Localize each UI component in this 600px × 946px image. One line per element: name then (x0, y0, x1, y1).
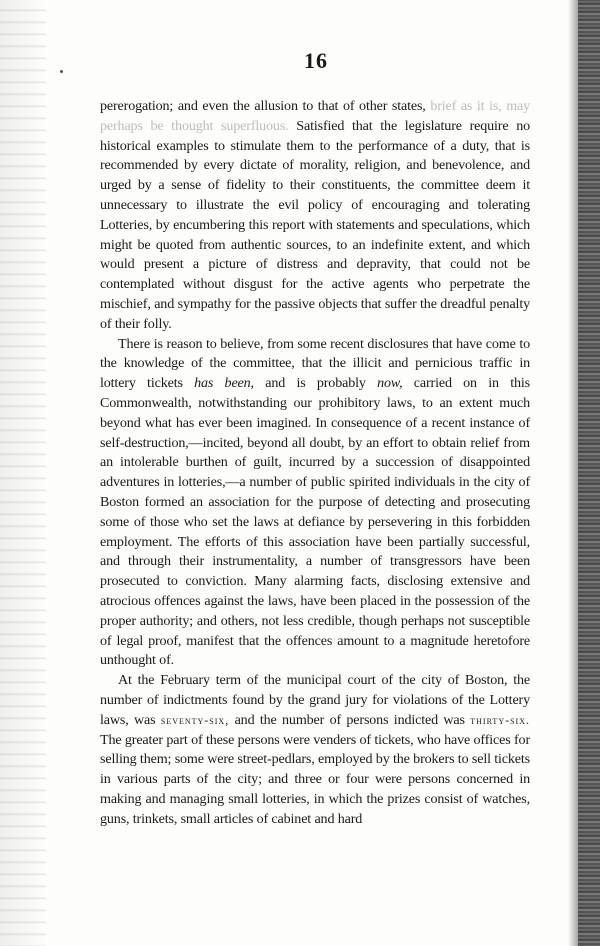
text-segment: pererogation; and even the allusion to that of other states, (100, 98, 431, 114)
text-segment: and is probably (253, 375, 378, 392)
binding-margin-right (578, 0, 600, 946)
body-text (100, 97, 530, 829)
text-segment: and the number of persons indicted was (229, 711, 471, 728)
binding-margin-left (0, 0, 46, 946)
ink-speck (60, 70, 63, 73)
text-segment: At the February term of the municipal court of the city of Boston, the number of indictments found by the grand jury for violations of the Lottery laws, was (100, 672, 530, 728)
paragraph-1 (100, 97, 530, 335)
text-segment: has been, (194, 375, 254, 392)
text-segment: brief as it is, may perhaps be thought superfluous. (100, 98, 531, 134)
text-segment: The greater part of these persons were venders of tickets, who have offices for selling them; some were street-pedlars, employed by the brokers to sell tickets in various parts of the city; and three or four were persons concerned in making and managing small lotteries, in which the prizes consist of watches, guns, trinkets, small articles of cabinet and hard (100, 731, 530, 827)
text-segment: There is reason to believe, from some recent disclosures that have come to the knowledge of the committee, that the illicit and pernicious traffic in lottery tickets (100, 335, 530, 392)
text-segment: carried on in this Commonwealth, notwithstanding our prohibitory laws, to an extent much beyond what has ever been imagined. In consequence of a recent instance of self-destruction,—incited, beyond all doubt, by an effort to obtain relief from an intolerable burthen of guilt, incurred by a succession of disappointed adventures in lotteries,—a number of public spirited individuals in the city of Boston formed an association for the purpose of detecting and prosecuting some of those who set the laws at defiance by persevering in this forbidden employment. The efforts of this association have been partially successful, and through their instrumentality, a number of transgressors have been prosecuted to conviction. Many alarming facts, disclosing extensive and atrocious offences against the laws, have been placed in the possession of the proper authority; and others, not less credible, though perhaps not susceptible of legal proof, manifest that the offences amount to a magnitude heretofore unthought of. (100, 375, 530, 669)
paragraph-2 (100, 335, 530, 672)
scan-shadow (568, 0, 578, 946)
text-segment: thirty-six. (470, 712, 530, 727)
page-number: 16 (304, 48, 328, 73)
text-segment: now, (377, 375, 403, 392)
text-segment: Satisfied that the legislature require no historical examples to stimulate them to the performance of a duty, that is recommended by every dictate of morality, religion, and benevolence, and urged by a sense of fidelity to their constituents, the committee deem it unnecessary to illustrate the evil policy of encouraging and tolerating Lotteries, by encumbering this report with statements and speculations, which might be quoted from authentic sources, to an indefinite extent, and which would present a picture of distress and depravity, that could not be contemplated without disgust for the active agents who perpetrate the mischief, and sympathy for the passive objects that suffer the dreadful penalty of their folly. (100, 117, 530, 332)
paragraph-3 (100, 671, 530, 829)
text-segment: seventy-six, (160, 712, 230, 727)
